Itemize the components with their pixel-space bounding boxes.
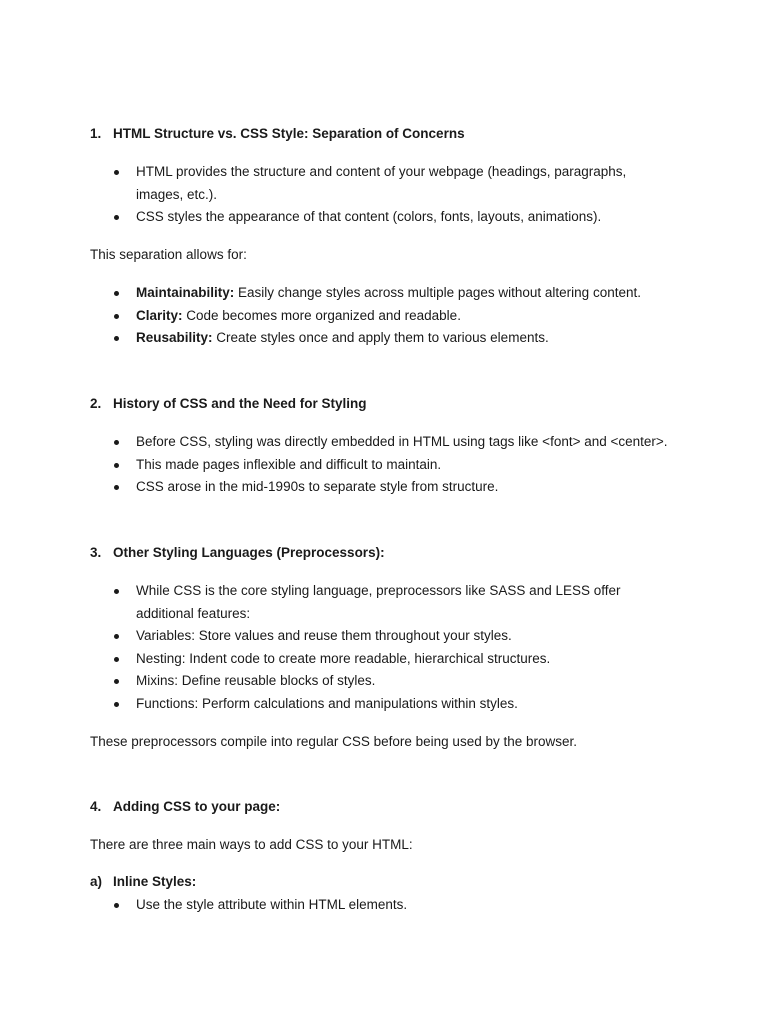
bullet-dot (114, 336, 119, 341)
list-item: Functions: Perform calculations and manipulations within styles. (113, 693, 683, 716)
list-item: CSS styles the appearance of that content (colors, fonts, layouts, animations). (113, 206, 683, 229)
subsection-number: a) (90, 874, 103, 889)
subsection-a-heading (90, 874, 196, 889)
list-item: Nesting: Indent code to create more readable, hierarchical structures. (113, 648, 683, 671)
list-item: HTML provides the structure and content of your webpage (headings, paragraphs, images, etc.). (113, 161, 656, 206)
list-item: Before CSS, styling was directly embedded in HTML using tags like <font> and <center>. (113, 431, 683, 454)
section-2-heading (90, 396, 367, 411)
list-item: Clarity: Code becomes more organized and readable. (113, 305, 683, 328)
list-item: Reusability: Create styles once and apply them to various elements. (113, 327, 683, 350)
paragraph: These preprocessors compile into regular CSS before being used by the browser. (90, 734, 578, 749)
section-number: 4. (90, 799, 102, 814)
paragraph: This separation allows for: (90, 247, 247, 262)
paragraph: There are three main ways to add CSS to your HTML: (90, 837, 413, 852)
section-title: Other Styling Languages (Preprocessors): (113, 545, 385, 560)
bullet-dot (114, 485, 119, 490)
section-1-benefits (113, 282, 683, 350)
list-item: Use the style attribute within HTML elements. (113, 894, 683, 917)
section-1-heading (90, 126, 465, 141)
bullet-dot (114, 215, 119, 220)
bullet-dot (114, 903, 119, 908)
section-4-heading (90, 799, 280, 814)
list-item: While CSS is the core styling language, preprocessors like SASS and LESS offer additional features: (113, 580, 681, 625)
subsection-a-bullets (113, 894, 683, 917)
section-3-heading (90, 545, 385, 560)
bullet-dot (114, 440, 119, 445)
section-title: Adding CSS to your page: (113, 799, 281, 814)
section-number: 3. (90, 545, 102, 560)
list-item: CSS arose in the mid-1990s to separate style from structure. (113, 476, 683, 499)
bullet-dot (114, 314, 119, 319)
bullet-dot (114, 463, 119, 468)
list-item: Mixins: Define reusable blocks of styles. (113, 670, 683, 693)
bullet-dot (114, 291, 119, 296)
subsection-title: Inline Styles: (113, 874, 197, 889)
section-1-bullets (113, 161, 683, 229)
bullet-dot (114, 657, 119, 662)
section-2-bullets (113, 431, 683, 499)
section-number: 1. (90, 126, 102, 141)
section-3-bullets (113, 580, 683, 716)
bullet-dot (114, 634, 119, 639)
section-title: History of CSS and the Need for Styling (113, 396, 367, 411)
list-item: Maintainability: Easily change styles across multiple pages without altering content. (113, 282, 683, 305)
bullet-dot (114, 589, 119, 594)
section-number: 2. (90, 396, 102, 411)
bullet-dot (114, 170, 119, 175)
list-item: This made pages inflexible and difficult to maintain. (113, 454, 683, 477)
bullet-dot (114, 679, 119, 684)
section-title: HTML Structure vs. CSS Style: Separation of Concerns (113, 126, 465, 141)
list-item: Variables: Store values and reuse them throughout your styles. (113, 625, 683, 648)
bullet-dot (114, 702, 119, 707)
